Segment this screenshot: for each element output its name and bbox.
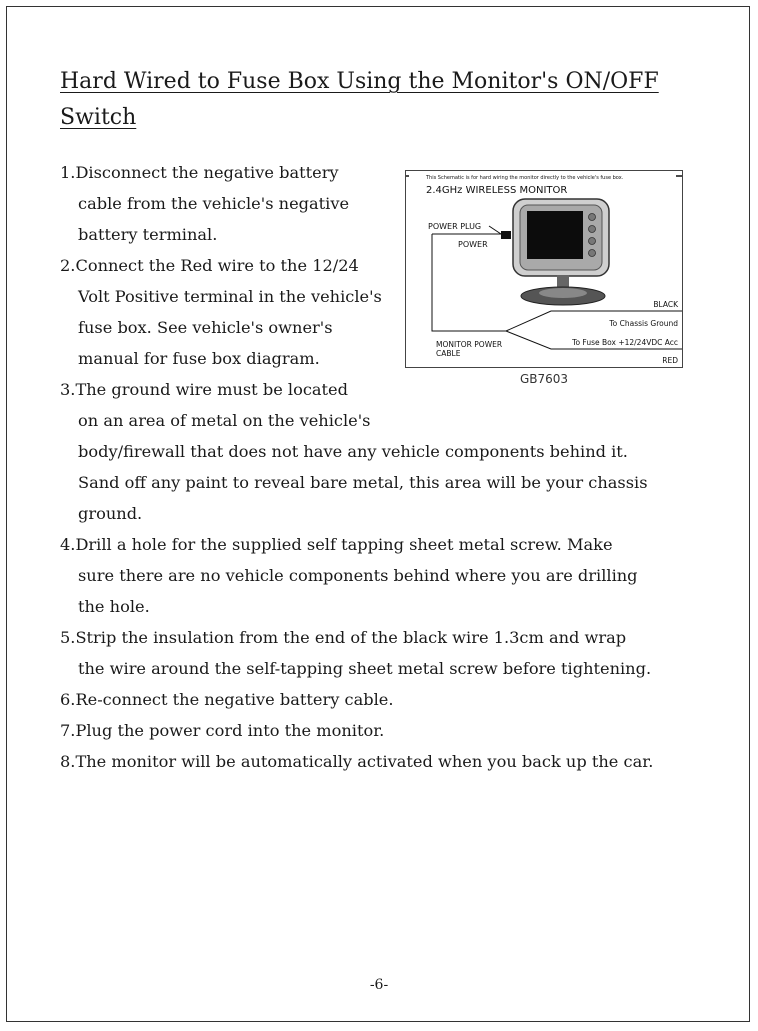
page-number: -6- <box>369 977 389 993</box>
power-label: POWER <box>458 240 488 249</box>
step-2-line-1: 2.Connect the Red wire to the 12/24 <box>60 256 359 275</box>
step-2-line-3: fuse box. See vehicle's owner's <box>78 318 333 337</box>
monitor-power-cable-label: MONITOR POWER <box>436 340 503 349</box>
step-7-line-1: 7.Plug the power cord into the monitor. <box>60 721 385 740</box>
black-wire-label: BLACK <box>653 300 678 309</box>
step-4-line-2: sure there are no vehicle components behind where you are drilling <box>78 566 638 585</box>
red-wire-label: RED <box>662 356 678 365</box>
step-3-line-4: Sand off any paint to reveal bare metal, this area will be your chassis <box>78 473 648 492</box>
page-title: Hard Wired to Fuse Box Using the Monitor's ON/OFF Switch <box>60 69 659 130</box>
monitor-power-cable-label-2: CABLE <box>436 349 461 358</box>
step-1-line-3: battery terminal. <box>78 225 218 244</box>
step-5-line-1: 5.Strip the insulation from the end of the black wire 1.3cm and wrap <box>60 628 627 647</box>
step-5-line-2: the wire around the self-tapping sheet metal screw before tightening. <box>78 659 652 678</box>
chassis-ground-label: To Chassis Ground <box>609 319 678 328</box>
wiring-diagram-svg <box>406 171 682 367</box>
step-3-line-1: 3.The ground wire must be located <box>60 380 348 399</box>
step-3-line-5: ground. <box>78 504 143 523</box>
monitor-icon <box>513 199 609 305</box>
step-3-line-2: on an area of metal on the vehicle's <box>78 411 371 430</box>
wiring-diagram <box>405 170 683 368</box>
power-plug-label: POWER PLUG <box>428 222 482 231</box>
step-1-line-1: 1.Disconnect the negative battery <box>60 163 339 182</box>
step-2-line-2: Volt Positive terminal in the vehicle's <box>78 287 382 306</box>
fuse-box-label: To Fuse Box +12/24VDC Acc <box>572 338 678 347</box>
step-4-line-3: the hole. <box>78 597 150 616</box>
step-3-line-3: body/firewall that does not have any vehicle components behind it. <box>78 442 628 461</box>
figure-caption: GB7603 <box>519 372 569 386</box>
instruction-step-8 <box>60 746 700 777</box>
schematic-note: This Schematic is for hard wiring the monitor directly to the vehicle's fuse box. <box>426 175 624 181</box>
step-2-line-4: manual for fuse box diagram. <box>78 349 320 368</box>
power-plug-icon <box>501 231 511 239</box>
instruction-step-6 <box>60 684 700 715</box>
step-6-line-1: 6.Re-connect the negative battery cable. <box>60 690 394 709</box>
monitor-label: 2.4GHz WIRELESS MONITOR <box>426 185 568 196</box>
instruction-step-7 <box>60 715 700 746</box>
instruction-step-5 <box>60 622 700 684</box>
step-8-line-1: 8.The monitor will be automatically activated when you back up the car. <box>60 752 654 771</box>
step-1-line-2: cable from the vehicle's negative <box>78 194 350 213</box>
step-4-line-1: 4.Drill a hole for the supplied self tapping sheet metal screw. Make <box>60 535 613 554</box>
instruction-step-4 <box>60 529 700 622</box>
instruction-step-3 <box>60 374 700 529</box>
